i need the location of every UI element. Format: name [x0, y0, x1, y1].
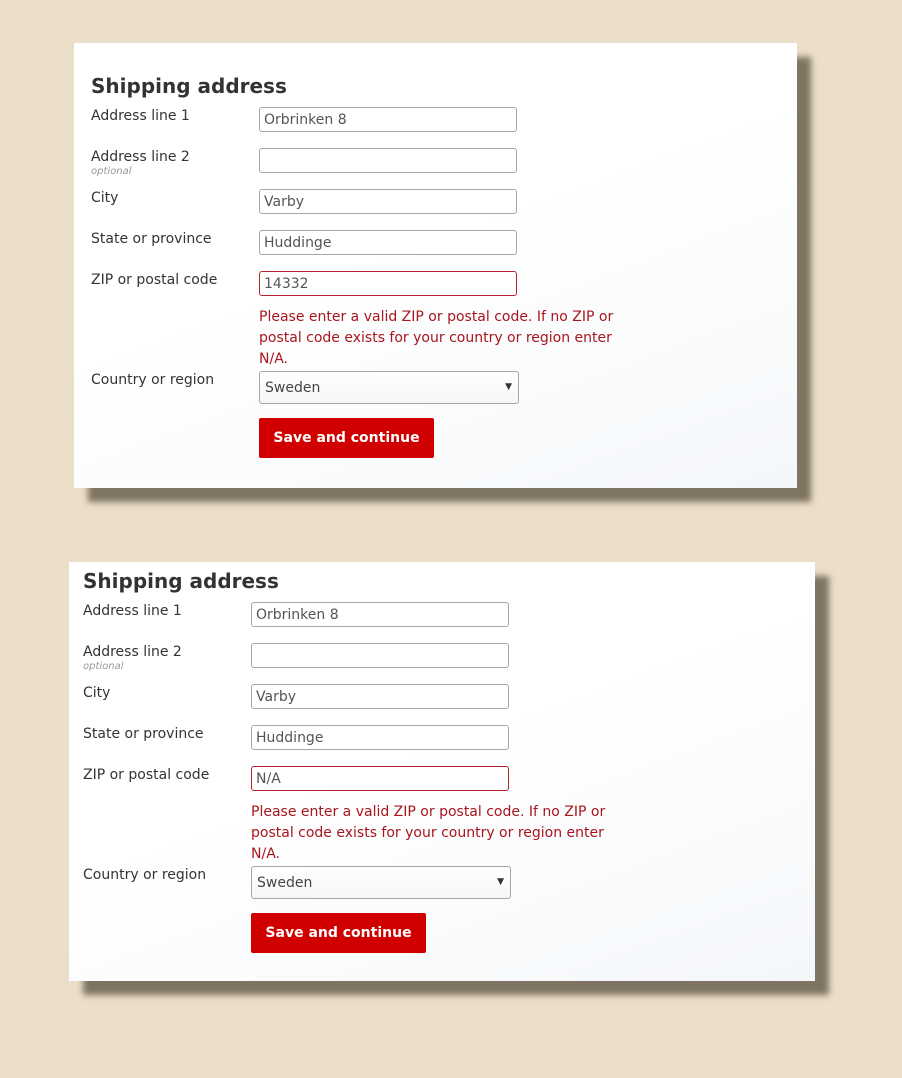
save-and-continue-button[interactable]: Save and continue — [259, 418, 434, 458]
actions-row — [83, 913, 412, 954]
country-select[interactable] — [251, 866, 511, 899]
state-row — [91, 230, 287, 271]
city-row — [91, 189, 287, 230]
address-line-1-label: Address line 1 — [83, 603, 182, 619]
city-row — [83, 684, 279, 725]
country-selected-value: Sweden — [257, 875, 313, 891]
address-line-2-input[interactable] — [259, 148, 517, 173]
state-input[interactable] — [259, 230, 517, 255]
form-title: Shipping address — [83, 569, 279, 593]
caret-down-icon: ▼ — [505, 382, 512, 392]
address-line-2-label: Address line 2 — [91, 149, 190, 165]
address-line-2-label: Address line 2 — [83, 644, 182, 660]
actions-row — [91, 418, 420, 459]
optional-hint: optional — [91, 166, 132, 177]
state-input[interactable] — [251, 725, 509, 750]
shipping-address-panel-1 — [74, 43, 797, 488]
state-row — [83, 725, 279, 766]
address-line-1-row — [83, 602, 279, 643]
save-and-continue-button[interactable]: Save and continue — [251, 913, 426, 953]
address-line-1-row — [91, 107, 287, 148]
city-input[interactable] — [259, 189, 517, 214]
shipping-address-panel-2 — [69, 562, 815, 981]
address-line-2-row — [83, 643, 279, 684]
country-select[interactable] — [259, 371, 519, 404]
zip-row — [91, 271, 614, 371]
state-label: State or province — [91, 231, 212, 247]
address-line-1-input[interactable] — [251, 602, 509, 627]
zip-input[interactable] — [259, 271, 517, 296]
zip-row — [83, 766, 606, 866]
country-row — [91, 371, 512, 418]
city-label: City — [91, 190, 119, 206]
country-label: Country or region — [91, 372, 215, 388]
zip-input[interactable] — [251, 766, 509, 791]
address-line-2-input[interactable] — [251, 643, 509, 668]
city-input[interactable] — [251, 684, 509, 709]
zip-error-message: Please enter a valid ZIP or postal code. If no ZIP or postal code exists for your country or region enter N/A. — [251, 804, 606, 862]
optional-hint: optional — [83, 661, 124, 672]
address-line-1-input[interactable] — [259, 107, 517, 132]
zip-error-message: Please enter a valid ZIP or postal code. If no ZIP or postal code exists for your country or region enter N/A. — [259, 309, 614, 367]
country-selected-value: Sweden — [265, 380, 321, 396]
state-label: State or province — [83, 726, 204, 742]
country-row — [83, 866, 504, 913]
caret-down-icon: ▼ — [497, 877, 504, 887]
form-title: Shipping address — [91, 74, 287, 98]
shipping-address-form — [91, 73, 614, 459]
zip-label: ZIP or postal code — [83, 767, 210, 783]
city-label: City — [83, 685, 111, 701]
zip-label: ZIP or postal code — [91, 272, 218, 288]
shipping-address-form — [83, 568, 606, 954]
address-line-2-row — [91, 148, 287, 189]
country-label: Country or region — [83, 867, 207, 883]
address-line-1-label: Address line 1 — [91, 108, 190, 124]
